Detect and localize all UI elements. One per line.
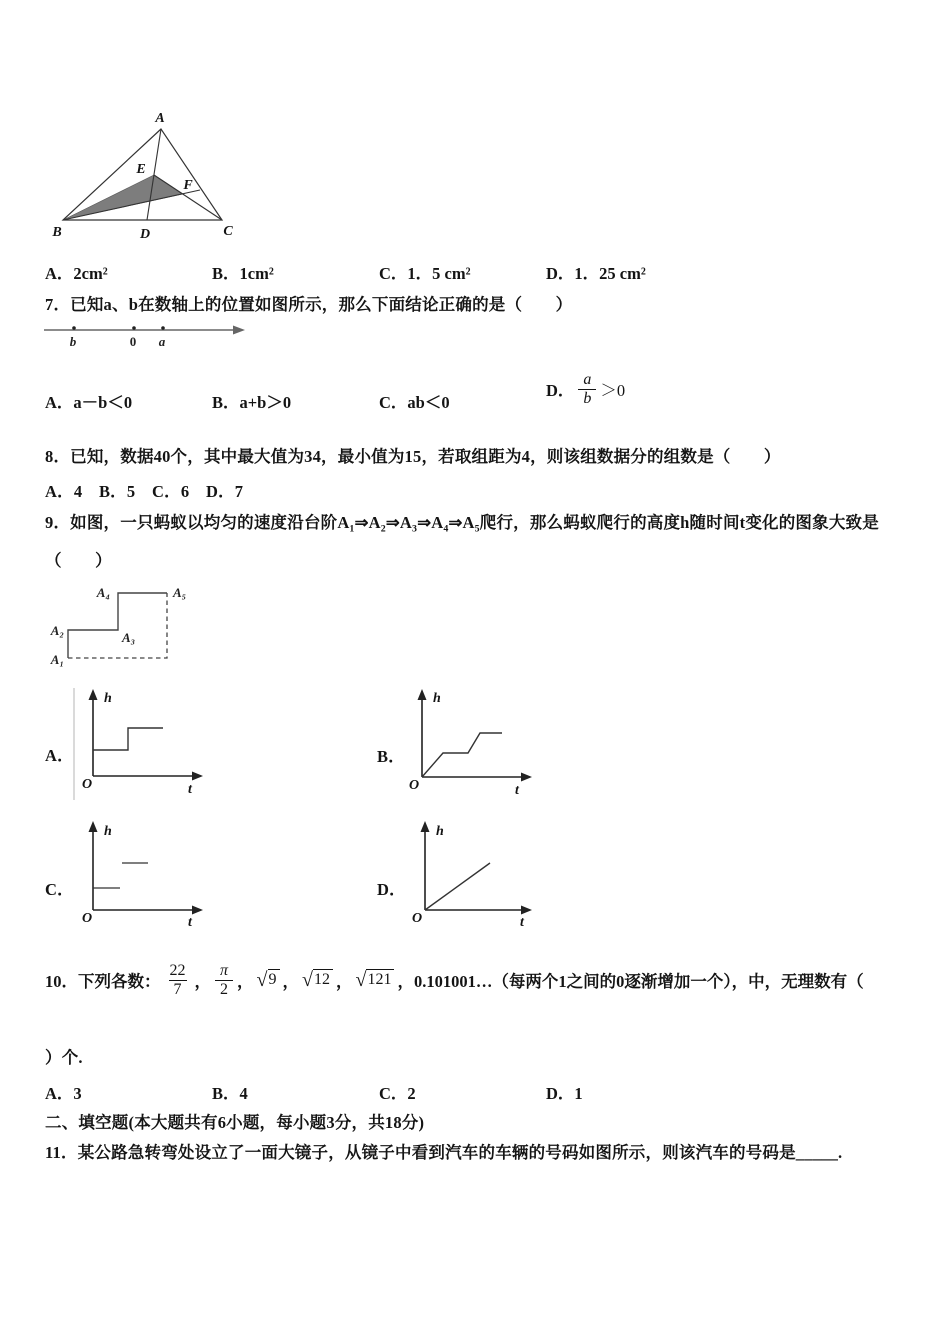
fraction-a-over-b	[578, 371, 596, 407]
graph-b-h-label: h	[433, 691, 441, 706]
q7-option-d-label: D．	[546, 381, 575, 400]
q7-option-d-suffix: ＞0	[600, 381, 626, 400]
comma-separator: ，	[282, 972, 299, 991]
graph-d-curve	[425, 863, 490, 910]
graph-a-curve	[93, 728, 163, 750]
comma-separator: ，	[237, 972, 254, 991]
comma-separator: ，	[335, 972, 353, 991]
vertex-label-b: B	[52, 225, 62, 240]
vertex-label-e: E	[136, 162, 146, 177]
graph-a-o-label: O	[82, 777, 93, 792]
graph-d-t-label: t	[520, 915, 524, 930]
radical-sign: √	[302, 969, 313, 991]
vertex-label-a: A	[155, 111, 165, 126]
q6-option-c: C．1．5 cm²	[379, 264, 471, 283]
point-zero-dot	[132, 326, 136, 330]
sqrt-12	[302, 969, 333, 991]
numberline-label-b: b	[69, 334, 77, 349]
radicand: 12	[313, 969, 333, 989]
fraction-pi-over-2	[215, 962, 233, 998]
q10-option-b: B．4	[212, 1084, 248, 1103]
stairs-figure	[40, 578, 240, 673]
q10-prefix: 10．下列各数：	[45, 972, 161, 991]
q7-numberline-figure	[40, 318, 245, 352]
numberline-label-zero: 0	[129, 334, 137, 349]
graph-c-t-label: t	[188, 915, 192, 930]
q8-options: A．4 B．5 C．6 D．7	[45, 482, 244, 501]
point-a-dot	[161, 326, 165, 330]
vertex-label-f: F	[183, 178, 193, 193]
fraction-numerator: a	[583, 370, 592, 388]
vertex-label-c: C	[223, 224, 233, 239]
graph-d-o-label: O	[412, 911, 423, 926]
q9-graph-d-letter: D．	[377, 880, 406, 899]
q7-option-a: A．a－b＜0	[45, 393, 133, 412]
point-b-dot	[72, 326, 76, 330]
q7-option-c: C．ab＜0	[379, 393, 450, 412]
graph-d-x-arrow	[521, 906, 532, 915]
stairs-solid-path	[68, 593, 167, 658]
fraction-numerator: 22	[169, 961, 186, 979]
q7-text: 7．已知a、b在数轴上的位置如图所示，那么下面结论正确的是（ ）	[45, 295, 573, 314]
q9-graph-d-figure	[403, 818, 538, 930]
graph-d-y-arrow	[421, 821, 430, 832]
stairs-label-a4: A₄	[96, 585, 110, 600]
graph-c-y-arrow	[89, 821, 98, 832]
graph-b-x-arrow	[521, 773, 532, 782]
comma-separator: ，	[194, 972, 211, 991]
q10-option-d: D．1	[546, 1084, 583, 1103]
segment-ad	[147, 129, 161, 220]
q9-graph-b-letter: B．	[377, 747, 405, 766]
q10-continuation: ）个.	[45, 1048, 83, 1067]
radicand: 121	[366, 969, 394, 989]
graph-b-o-label: O	[409, 778, 420, 793]
q6-option-a: A．2cm²	[45, 264, 108, 283]
graph-d-h-label: h	[436, 824, 444, 839]
sqrt-9	[257, 969, 280, 991]
q6-option-d: D．1．25 cm²	[546, 264, 646, 283]
q6-option-b: B．1cm²	[212, 264, 274, 283]
q8-text: 8．已知，数据40个，其中最大值为34，最小值为15，若取组距为4，则该组数据分的组数是（ ）	[45, 447, 781, 466]
radical-sign: √	[256, 969, 268, 991]
q7-option-b: B．a+b＞0	[212, 393, 292, 412]
fraction-denominator: 7	[169, 980, 187, 999]
q11-text: 11．某公路急转弯处设立了一面大镜子，从镜子中看到汽车的车辆的号码如图所示，则该汽车的号码是_____.	[45, 1143, 843, 1162]
graph-b-y-arrow	[418, 689, 427, 700]
graph-b-curve	[422, 733, 502, 777]
graph-a-y-arrow	[89, 689, 98, 700]
q10-option-c: C．2	[379, 1084, 416, 1103]
stairs-label-a3: A₃	[122, 630, 136, 645]
fraction-22-over-7	[165, 962, 191, 998]
graph-b-t-label: t	[515, 783, 519, 798]
fraction-numerator: π	[220, 961, 229, 979]
numberline-label-a: a	[158, 334, 166, 349]
q7-option-d	[546, 364, 625, 414]
fraction-denominator: 2	[215, 980, 233, 999]
vertex-label-d: D	[139, 227, 151, 242]
stairs-label-a1: A₁	[50, 652, 64, 667]
stairs-label-a2: A₂	[50, 623, 64, 638]
q7-options-row	[0, 358, 950, 414]
q9-paren-blank: （ ）	[45, 551, 112, 570]
q9-graph-a-figure	[68, 686, 213, 804]
q9-text: 9．如图，一只蚂蚁以均匀的速度沿台阶A₁⇒A₂⇒A₃⇒A₄⇒A₅爬行，那么蚂蚁爬行的高度h随时间t变化的图象大致是	[45, 513, 879, 532]
triangle-figure	[50, 103, 250, 243]
graph-a-h-label: h	[104, 691, 112, 706]
q9-graph-b-figure	[403, 686, 538, 804]
sqrt-121	[355, 969, 394, 991]
fraction-denominator: b	[578, 389, 596, 408]
graph-c-o-label: O	[82, 911, 93, 926]
q10-option-a: A．3	[45, 1084, 82, 1103]
radicand: 9	[268, 969, 280, 989]
q9-graph-c-letter: C．	[45, 880, 74, 899]
graph-c-h-label: h	[104, 824, 112, 839]
q10-suffix: ，0.101001…（每两个1之间的0逐渐增加一个），中，无理数有（	[397, 972, 864, 991]
graph-a-x-arrow	[192, 772, 203, 781]
graph-a-t-label: t	[188, 782, 192, 797]
q10-text-line	[45, 950, 864, 1010]
radical-sign: √	[355, 969, 367, 991]
q9-graph-a-letter: A．	[45, 746, 74, 765]
stairs-label-a5: A₅	[173, 585, 187, 600]
q9-graph-c-figure	[68, 818, 213, 930]
numberline-arrowhead	[233, 326, 245, 335]
section2-title: 二、填空题(本大题共有6小题，每小题3分，共18分)	[45, 1113, 425, 1132]
graph-c-x-arrow	[192, 906, 203, 915]
